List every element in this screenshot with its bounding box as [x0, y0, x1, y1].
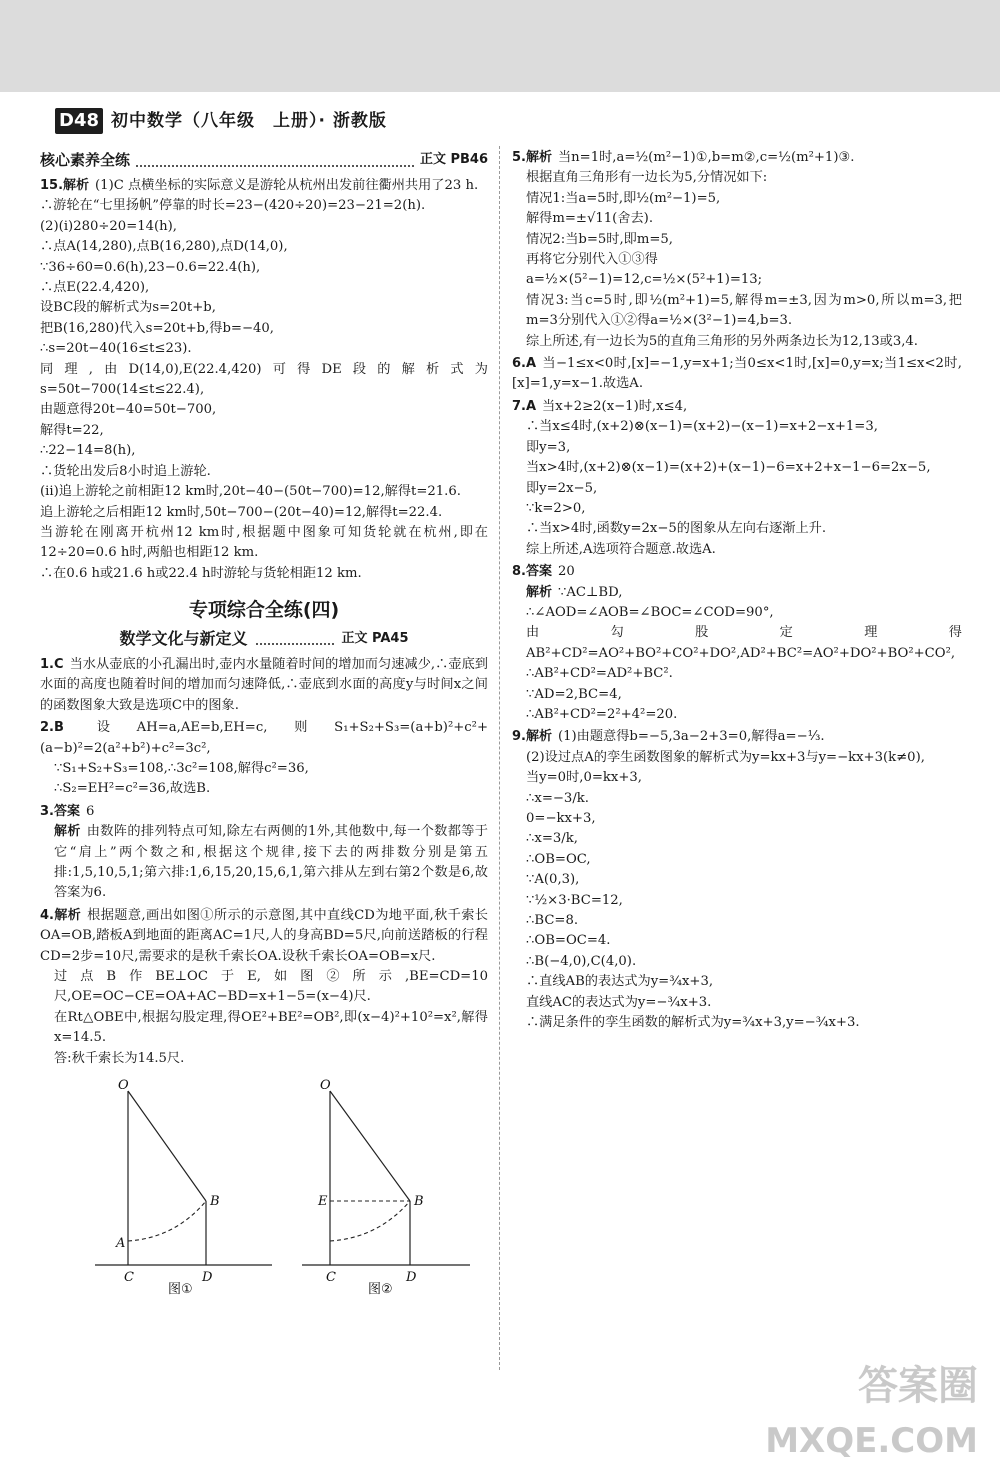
figure-2 [302, 1078, 470, 1295]
answer-line: 情况2:当b=5时,即m=5, [526, 231, 673, 247]
answer-line: ∵A(0,3), [526, 872, 580, 888]
figures [40, 1073, 488, 1295]
question-2 [40, 718, 488, 800]
watermark-url: MXQE.COM [765, 1421, 978, 1461]
figure-1-caption: 图① [168, 1282, 193, 1296]
question-number: 15.解析 [40, 178, 90, 193]
answer-line: ∴BC=8. [526, 913, 579, 929]
book-title: 初中数学（八年级 上册）· 浙教版 [111, 111, 387, 131]
answer-line: ∴OB=OC=4. [526, 933, 611, 949]
section-title: 核心素养全练 [40, 150, 131, 169]
question-6 [512, 354, 962, 395]
answer-line: ∴当x≤4时,(x+2)⊗(x−1)=(x+2)−(x−1)=x+2−x+1=3, [526, 419, 878, 435]
question-8 [512, 562, 962, 725]
answer-line: 由勾股定理得AB²+CD²=AO²+BO²+CO²+DO²,AD²+BC²=AO²+DO²+BO²+CO², [526, 625, 962, 661]
label-b: B [414, 1194, 424, 1210]
answer-line: ∵½×3·BC=12, [526, 892, 623, 908]
answer-line: 当水从壶底的小孔漏出时,壶内水量随着时间的增加而匀速减少,∴壶底到水面的高度也随着时间的增加而匀速降低,∴壶底到水面的高度y与时间x之间的函数图象大致是选项C中的图象. [40, 656, 488, 713]
answer-line: 过点B作BE⊥OC于E,如图②所示,BE=CD=10尺,OE=OC−CE=OA+AC−BD=x+1−5=(x−4)尺. [54, 969, 488, 1005]
special-section-title: 专项综合全练(四) [188, 599, 340, 622]
swing-diagrams [40, 1073, 488, 1295]
question-3 [40, 802, 488, 904]
answer-line: (2)设过点A的孪生函数图象的解析式为y=kx+3与y=−kx+3(k≠0), [526, 749, 925, 765]
answer-line: (1)C 点横坐标的实际意义是游轮从杭州出发前往衢州共用了23 h. [95, 178, 479, 193]
page-tag: D48 [55, 108, 103, 134]
section-ref: 正文 PB46 [419, 151, 488, 167]
answer-line: 设BC段的解析式为s=20t+b, [40, 300, 216, 316]
answer-line: ∴在0.6 h或21.6 h或22.4 h时游轮与货轮相距12 km. [40, 565, 362, 581]
answer-line: ∵S₁+S₂+S₃=108,∴3c²=108,解得c²=36, [54, 760, 309, 776]
label-d: D [202, 1270, 213, 1286]
answer-line: ∴22−14=8(h), [40, 443, 136, 459]
answer-line: (1)由题意得b=−5,3a−2+3=0,解得a=−⅓. [557, 729, 825, 745]
answer-line: ∴x=3/k, [526, 831, 578, 847]
answer-line: 情况1:当a=5时,即½(m²−1)=5, [526, 190, 721, 206]
answer-line: 当y=0时,0=kx+3, [526, 770, 642, 786]
question-9 [512, 727, 962, 1033]
answer-line: ∴满足条件的孪生函数的解析式为y=¾x+3,y=−¾x+3. [526, 1015, 860, 1031]
answer-line: ∵k=2>0, [526, 500, 586, 516]
question-4 [40, 906, 488, 1069]
question-number: 2.B [40, 720, 64, 736]
answer-line: 即y=2x−5, [526, 480, 598, 496]
rope-ob [128, 1091, 206, 1201]
answer-line: ∴s=20t−40(16≤t≤23). [40, 341, 192, 357]
label-o: O [320, 1078, 331, 1094]
answer-line: ∴OB=OC, [526, 851, 591, 867]
answer-line: 当x>4时,(x+2)⊗(x−1)=(x+2)+(x−1)−6=x+2+x−1−6=2x−5, [526, 460, 931, 476]
answer-line: (2)(i)280÷20=14(h), [40, 218, 177, 234]
figure-2-caption: 图② [368, 1282, 393, 1296]
answer-line: ∵AD=2,BC=4, [526, 686, 622, 702]
question-number: 3.答案 [40, 803, 80, 819]
answer-line: (ii)追上游轮之前相距12 km时,20t−40−(50t−700)=12,解得t=21.6. [40, 484, 461, 500]
answer-line: 综上所述,有一边长为5的直角三角形的另外两条边长为12,13或3,4. [526, 333, 918, 349]
arc-ab [128, 1201, 206, 1241]
answer-line: 把B(16,280)代入s=20t+b,得b=−40, [40, 320, 274, 336]
figure-1 [95, 1078, 272, 1295]
left-column [40, 148, 488, 1295]
answer-line: ∵36÷60=0.6(h),23−0.6=22.4(h), [40, 259, 261, 275]
answer-line: ∴当x>4时,函数y=2x−5的图象从左向右逐渐上升. [526, 521, 827, 537]
answer-line: 根据直角三角形有一边长为5,分情况如下: [526, 170, 768, 186]
answer-line: ∴S₂=EH²=c²=36,故选B. [54, 781, 211, 797]
answer-line: 20 [557, 564, 575, 580]
column-divider [499, 146, 500, 1370]
watermark-logo-text: 答案圈 [858, 1363, 978, 1409]
answer-line: 当游轮在刚离开杭州12 km时,根据题中图象可知货轮就在杭州,即在12÷20=0.6 h时,两船也相距12 km. [40, 524, 488, 561]
label-b: B [210, 1194, 220, 1210]
answer-line: 当x+2≥2(x−1)时,x≤4, [542, 398, 688, 414]
answer-line: 即y=3, [526, 439, 571, 455]
top-margin-band [0, 0, 1000, 92]
rope-ob [330, 1091, 410, 1201]
answer-line: ∴x=−3/k. [526, 790, 589, 806]
subsection-title: 数学文化与新定义 [119, 628, 248, 648]
answer-line: 根据题意,画出如图①所示的示意图,其中直线CD为地平面,秋千索长OA=OB,踏板A到地面的距离AC=1尺,人的身高BD=5尺,向前送踏板的行程CD=2步=10尺,需要求的是秋千索长OA.设秋千索长OA=OB=x尺. [40, 907, 488, 964]
question-number: 1.C [40, 656, 64, 672]
answer-line: 0=−kx+3, [526, 811, 596, 826]
answer-line: ∴直线AB的表达式为y=¾x+3, [526, 974, 714, 990]
right-column [512, 148, 962, 1035]
answer-line: 答:秋千索长为14.5尺. [54, 1050, 185, 1066]
answer-line: 设AH=a,AE=b,EH=c,则S₁+S₂+S₃=(a+b)²+c²+(a−b)²=2(a²+b²)+c²=3c², [40, 720, 488, 756]
answer-line: ∴AB²+CD²=AD²+BC². [526, 666, 673, 682]
answer-line: 在Rt△OBE中,根据勾股定理,得OE²+BE²=OB²,即(x−4)²+10²=x²,解得x=14.5. [54, 1009, 488, 1046]
answer-line: ∴AB²+CD²=2²+4²=20. [526, 706, 678, 722]
question-number: 6.A [512, 356, 537, 372]
question-5 [512, 148, 962, 352]
label-o: O [118, 1078, 129, 1094]
label-d: D [406, 1270, 417, 1286]
answer-line: 由数阵的排列特点可知,除左右两侧的1外,其他数中,每一个数都等于它“肩上”两个数之和,根据这个规律,接下去的两排数分别是第五排:1,5,10,5,1;第六排:1,6,15,20,15,6,1,第六排从左到右第2个数是6,故答案为6. [54, 824, 488, 901]
question-1 [40, 655, 488, 716]
answer-line: ∴游轮在“七里扬帆”停靠的时长=23−(420÷20)=23−21=2(h). [40, 198, 426, 214]
answer-line: ∴∠AOD=∠AOB=∠BOC=∠COD=90°, [526, 604, 774, 620]
question-15 [40, 176, 488, 584]
answer-line: 当−1≤x<0时,[x]=−1,y=x+1;当0≤x<1时,[x]=0,y=x;当1≤x<2时,[x]=1,y=x−1.故选A. [512, 356, 962, 392]
answer-line: 追上游轮之后相距12 km时,50t−700−(20t−40)=12,解得t=22.4. [40, 504, 443, 520]
question-number: 8.答案 [512, 564, 552, 580]
analysis-label: 解析 [54, 824, 81, 840]
question-number: 4.解析 [40, 907, 82, 923]
answer-line: 情况3:当c=5时,即½(m²+1)=5,解得m=±3,因为m>0,所以m=3,把m=3分别代入①②得a=½×(3²−1)=4,b=3. [526, 292, 962, 329]
answer-line: 同理,由D(14,0),E(22.4,420)可得DE段的解析式为s=50t−700(14≤t≤22.4), [40, 361, 488, 398]
question-number: 9.解析 [512, 729, 552, 745]
dot-leader [136, 153, 414, 167]
label-a: A [116, 1236, 126, 1252]
answer-line: 解得m=±√11(舍去). [526, 211, 654, 227]
section-header-core [40, 148, 488, 172]
question-number: 7.A [512, 398, 537, 414]
answer-line: 当n=1时,a=½(m²−1)①,b=m②,c=½(m²+1)③. [557, 150, 855, 165]
label-c: C [124, 1270, 134, 1286]
answer-line: 6 [85, 803, 95, 819]
label-e: E [318, 1194, 328, 1210]
answer-line: ∴点E(22.4,420), [40, 280, 150, 296]
dot-leader [256, 633, 334, 645]
question-number: 5.解析 [512, 150, 552, 165]
answer-line: 由题意得20t−40=50t−700, [40, 402, 217, 418]
answer-line: ∴B(−4,0),C(4,0). [526, 953, 637, 969]
label-c: C [326, 1270, 336, 1286]
arc [330, 1201, 410, 1241]
answer-line: ∵AC⊥BD, [558, 584, 623, 600]
answer-line: 解得t=22, [40, 422, 104, 438]
answer-line: 综上所述,A选项符合题意.故选A. [526, 541, 716, 557]
answer-line: 再将它分别代入①③得 [526, 252, 658, 268]
answer-line: ∴点A(14,280),点B(16,280),点D(14,0), [40, 239, 288, 255]
answer-line: a=½×(5²−1)=12,c=½×(5²+1)=13; [526, 272, 763, 288]
question-7 [512, 397, 962, 560]
answer-line: ∴货轮出发后8小时追上游轮. [40, 463, 211, 479]
subsection-header [40, 629, 488, 649]
analysis-label: 解析 [526, 584, 553, 600]
section-ref: 正文 PA45 [341, 630, 409, 646]
answer-line: 直线AC的表达式为y=−¾x+3. [526, 994, 712, 1010]
